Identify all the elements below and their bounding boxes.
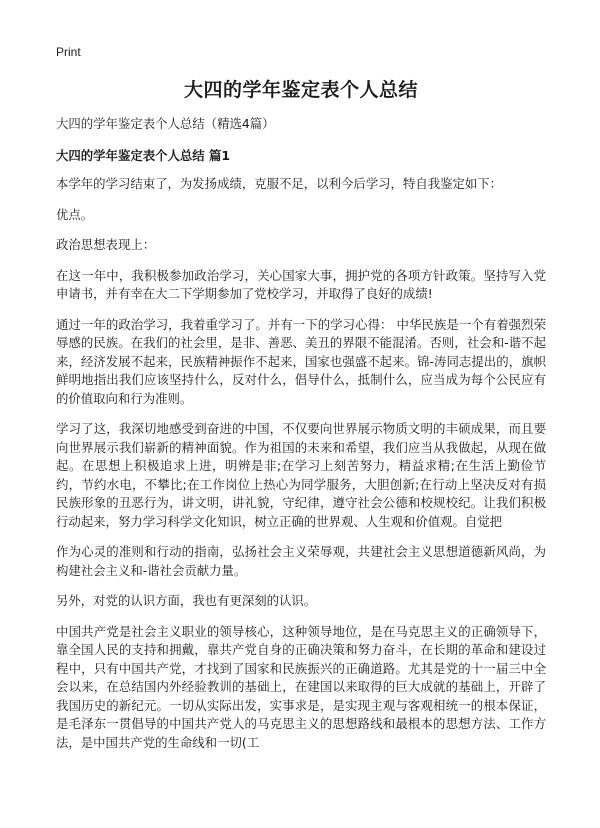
- paragraph-political-heading: 政治思想表现上：: [56, 237, 156, 252]
- document-subtitle: 大四的学年鉴定表个人总结（精选4篇）: [56, 116, 275, 131]
- paragraph-guidance: 作为心灵的准则和行动的指南，弘扬社会主义荣辱观，共建社会主义思想道德新风尚，为构建社会主义和-谐社会贡献力量。: [56, 544, 546, 578]
- paragraph-study-insights: 通过一年的政治学习，我着重学习了。并有一下的学习心得： 中华民族是一个有着强烈荣辱感的民族。在我们的社会里，是非、善恶、美丑的界限不能混淆。否则，社会和-谐不起来，经济发展不起来，民族精神振作不起来，国家也强盛不起来。锦-涛同志提出的，旗帜鲜明地指出我们应该坚持什么，反对什么，倡导什么，抵制什么，应当成为每个公民应有的价值取向和行为准则。: [56, 316, 546, 406]
- paragraph-intro: 本学年的学习结束了，为发扬成绩，克服不足，以利今后学习，特自我鉴定如下：: [56, 176, 503, 191]
- print-link[interactable]: Print: [56, 45, 81, 59]
- document-title: 大四的学年鉴定表个人总结: [183, 79, 418, 101]
- paragraph-party-understanding: 另外，对党的认识方面，我也有更深刻的认识。: [56, 593, 317, 608]
- paragraph-reflection: 学习了这，我深切地感受到奋进的中国，不仅要向世界展示物质文明的丰硕成果，而且要向世界展示我们崭新的精神面貌。作为祖国的未来和希望，我们应当从我做起，从现在做起。在思想上积极追求上进，明辨是非;在学习上刻苦努力，精益求精;在生活上勤俭节约，节约水电，不攀比;在工作岗位上热心为同学服务，大胆创新;在行动上坚决反对有损民族形象的丑恶行为，讲文明，讲礼貌，守纪律，遵守社会公德和校规校纪。让我们积极行动起来，努力学习科学文化知识，树立正确的世界观、人生观和价值观。自觉把: [56, 421, 546, 529]
- paragraph-strengths: 优点。: [56, 206, 94, 222]
- paragraph-political-study: 在这一年中，我积极参加政治学习，关心国家大事，拥护党的各项方针政策。坚持写入党申请书，并有幸在大二下学期参加了党校学习，并取得了良好的成绩!: [56, 267, 546, 301]
- paragraph-party-leadership: 中国共产党是社会主义职业的领导核心，这种领导地位，是在马克思主义的正确领导下，靠全国人民的支持和拥戴，靠共产党自身的正确决策和努力奋斗，在长期的革命和建设过程中，只有中国共产党，才找到了国家和民族振兴的正确道路。尤其是党的十一届三中全会以来，在总结国内外经验教训的基础上，在建国以来取得的巨大成就的基础上，开辟了我国历史的新纪元。一切从实际出发，实事求是，是实现主观与客观相统一的根本保证，是毛泽东一贯倡导的中国共产党人的马克思主义的思想路线和最根本的思想方法、工作方法，是中国共产党的生命线和一切(工: [56, 623, 546, 750]
- section-heading: 大四的学年鉴定表个人总结 篇1: [56, 148, 231, 163]
